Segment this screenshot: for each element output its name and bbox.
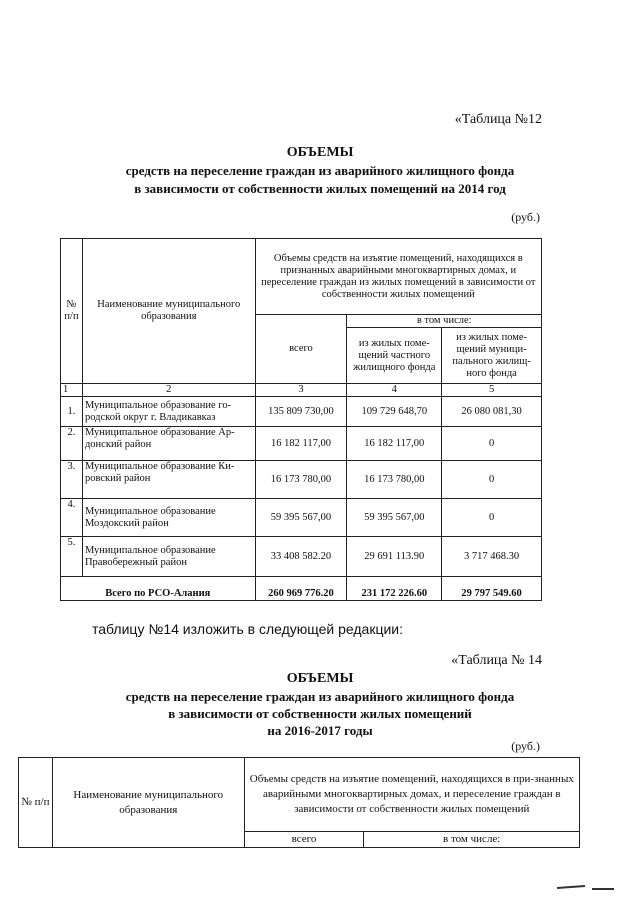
header-including: в том числе: — [364, 832, 580, 848]
colnum-4: 4 — [347, 384, 442, 397]
row-private: 16 173 780,00 — [347, 461, 442, 499]
instruction-text: таблицу №14 изложить в следующей редакции: — [92, 621, 404, 637]
row-total: 135 809 730,00 — [255, 397, 347, 427]
header-including: в том числе: — [347, 315, 542, 328]
colnum-5: 5 — [442, 384, 542, 397]
row-municipal: 0 — [442, 427, 542, 461]
row-private: 109 729 648,70 — [347, 397, 442, 427]
row-num: 1. — [61, 397, 83, 427]
table-row — [61, 397, 542, 427]
row-name: Муниципальное образование Моздокский район — [82, 499, 255, 537]
totals-private: 231 172 226.60 — [347, 577, 442, 601]
scan-mark — [592, 888, 614, 890]
row-name: Муниципальное образование Ки-ровский район — [82, 461, 255, 499]
table12-title: ОБЪЕМЫ — [286, 145, 354, 160]
totals-label: Всего по РСО-Алания — [61, 577, 256, 601]
row-total: 16 182 117,00 — [255, 427, 347, 461]
scan-mark — [557, 885, 585, 888]
totals-row — [61, 577, 542, 601]
row-name: Муниципальное образование го-родской округ г. Владикавказ — [82, 397, 255, 427]
header-private: из жилых поме-щений частного жилищного фонда — [347, 328, 442, 384]
row-num: 3. — [61, 461, 83, 499]
header-total: всего — [255, 315, 347, 384]
header-num: № п/п — [61, 239, 83, 384]
header-volumes: Объемы средств на изъятие помещений, находящихся в при-знанных аварийными многоквартирных домах, и переселение граждан в зависимости от собственности жилых помещений — [244, 758, 579, 832]
table12 — [60, 238, 542, 601]
row-private: 29 691 113.90 — [347, 537, 442, 577]
row-num: 2. — [61, 427, 83, 461]
row-name: Муниципальное образование Ар-донский район — [82, 427, 255, 461]
table14-label: «Таблица № 14 — [451, 653, 542, 668]
row-municipal: 0 — [442, 499, 542, 537]
row-num: 4. — [61, 499, 83, 537]
table-row — [61, 427, 542, 461]
table12-subtitle-1: средств на переселение граждан из аварийного жилищного фонда — [125, 163, 515, 178]
row-name: Муниципальное образование Правобережный район — [82, 537, 255, 577]
row-total: 33 408 582.20 — [255, 537, 347, 577]
header-volumes: Объемы средств на изъятие помещений, находящихся в признанных аварийными многоквартирных домах, и переселение граждан из жилых помещений в зависимости от собственности жилых помещений — [255, 239, 541, 315]
colnum-1: 1 — [61, 384, 83, 397]
row-municipal: 26 080 081,30 — [442, 397, 542, 427]
header-name: Наименование муниципального образования — [52, 758, 244, 848]
row-private: 16 182 117,00 — [347, 427, 442, 461]
totals-municipal: 29 797 549.60 — [442, 577, 542, 601]
row-private: 59 395 567,00 — [347, 499, 442, 537]
table14-subtitle-3: на 2016-2017 годы — [267, 723, 373, 738]
totals-total: 260 969 776.20 — [255, 577, 347, 601]
row-total: 59 395 567,00 — [255, 499, 347, 537]
header-total: всего — [244, 832, 364, 848]
row-municipal: 0 — [442, 461, 542, 499]
table-row — [61, 499, 542, 537]
colnum-2: 2 — [82, 384, 255, 397]
table-row — [61, 537, 542, 577]
table12-subtitle-2: в зависимости от собственности жилых помещений на 2014 год — [134, 181, 506, 196]
table14-subtitle-2: в зависимости от собственности жилых помещений — [168, 706, 472, 721]
table12-unit: (руб.) — [511, 210, 540, 224]
table14-title: ОБЪЕМЫ — [286, 671, 354, 686]
table14-subtitle-1: средств на переселение граждан из аварийного жилищного фонда — [125, 689, 515, 704]
table-row — [61, 461, 542, 499]
header-num: № п/п — [19, 758, 53, 848]
row-total: 16 173 780,00 — [255, 461, 347, 499]
table14 — [18, 757, 580, 848]
row-municipal: 3 717 468.30 — [442, 537, 542, 577]
row-num: 5. — [61, 537, 83, 577]
table14-unit: (руб.) — [511, 739, 540, 753]
header-municipal: из жилых поме-щений муници-пального жилищ-ного фонда — [442, 328, 542, 384]
table12-label: «Таблица №12 — [454, 112, 542, 127]
colnum-3: 3 — [255, 384, 347, 397]
header-name: Наименование муниципального образования — [82, 239, 255, 384]
